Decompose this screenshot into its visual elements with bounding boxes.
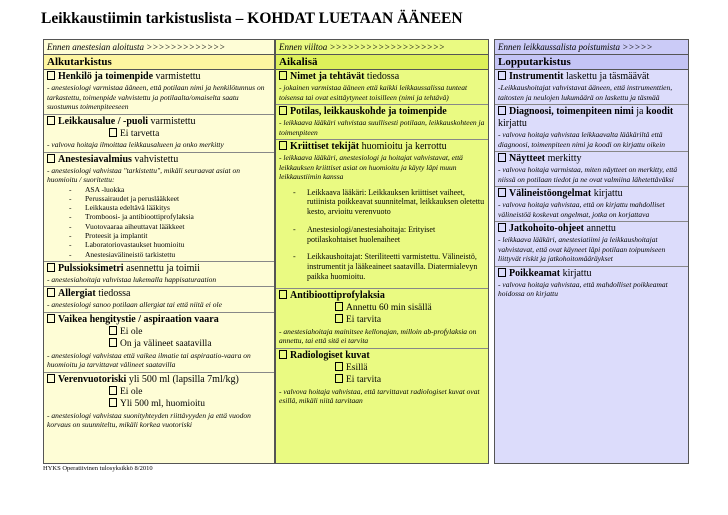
check-label-rest: laskettu ja täsmäävät <box>563 71 650 82</box>
check-label: Vaikea hengitystie / aspiraation vaara <box>58 313 219 325</box>
check-henkilo <box>44 70 274 115</box>
check-note: - anestesiahoitaja mainitsee kellonajan, milloin ab-profylaksia on annettu, tai että sitä ei tarvita <box>279 326 477 346</box>
check-label-bold2: koodit <box>645 106 674 117</box>
check-label: Poikkeamat <box>509 267 561 279</box>
column-title: Alkutarkistus <box>44 55 274 70</box>
check-label: Allergiat <box>58 288 96 300</box>
checkbox-icon[interactable] <box>498 153 506 162</box>
check-antibiootti <box>276 289 488 349</box>
check-label: Diagnoosi, toimenpiteen nimi <box>509 106 634 117</box>
check-label-rest: kirjattu <box>498 118 527 129</box>
check-label-rest: vahvistettu <box>131 153 179 165</box>
check-hengitystie <box>44 313 274 373</box>
check-note: - anestesiologi varmistaa ääneen, että potilaan nimi ja henkilötunnus on tarkastettu, toimenpide vahvistettu ja potilaalta/omaiselta saatu suostumus toimenpiteeseen <box>47 83 265 111</box>
option-label: Ei ole <box>120 386 143 397</box>
checkbox-icon[interactable] <box>47 154 55 163</box>
check-label: Anestesiavalmius <box>58 153 132 165</box>
list-item: - Proteesit ja implantit <box>85 231 271 240</box>
checkbox-icon[interactable] <box>47 374 55 383</box>
page-title: Leikkaustiimin tarkistuslista – KOHDAT LUETAAN ÄÄNEEN <box>41 10 463 27</box>
check-note: - leikkaava lääkäri, anestesiatiimi ja leikkaushoitajat vahvistavat, että ovat käyneet läpi potilaan toipumiseen liittyvät riskit ja jatkohoitomääräykset <box>498 235 666 263</box>
option-label: Ei ole <box>120 326 143 337</box>
check-note: - jokainen varmistaa ääneen että kaikki leikkaussalissa tunteat toisensa tai ovat esittäytyneet toisilleen (nimi ja tehtävä) <box>279 83 468 102</box>
check-note: - valvova hoitaja vahvistaa leikkaavalta lääkäriltä että diagnoosi, toimenpiteen nimi ja koodi on kirjattu oikein <box>498 130 666 149</box>
checkbox-icon[interactable] <box>335 314 343 323</box>
check-label: Potilas, leikkauskohde ja toimenpide <box>290 106 447 117</box>
list-item: - Leikkaushoitajat: Steriliteetti varmistettu. Välineistö, instrumentit ja lääkeaineet saatavilla. Diatermialevyn paikka huomioitu. <box>307 252 485 281</box>
option-label: Ei tarvita <box>346 315 382 326</box>
check-note: - valvova hoitaja vahvistaa, että on kirjattu mahdolliset välineistöä koskevat ongelmat, jotka on korjattava <box>498 200 665 219</box>
checkbox-icon[interactable] <box>47 263 55 272</box>
check-jatkohoito <box>495 222 688 267</box>
check-leikkausalue <box>44 115 274 153</box>
check-note: - anestesiahoitaja vahvistaa lukemalla happisaturaation <box>47 274 217 284</box>
check-note: - leikkaava lääkäri, anestesiologi ja hoitajat vahvistavat, että leikkauksen kriittiset asiat on huomioitu ja käyty läpi muun leikkaustiimin kanssa <box>279 153 463 181</box>
checkbox-icon[interactable] <box>109 338 117 347</box>
checkbox-icon[interactable] <box>109 386 117 395</box>
checkbox-icon[interactable] <box>47 314 55 323</box>
column-header: Ennen anestesian aloitusta >>>>>>>>>>>>> <box>44 40 274 55</box>
checkbox-icon[interactable] <box>335 374 343 383</box>
column-alkutarkistus <box>43 39 275 464</box>
check-label-rest: merkitty <box>545 153 582 164</box>
check-label: Instrumentit <box>509 71 564 82</box>
check-label: Jatkohoito-ohjeet <box>509 223 584 234</box>
checkbox-icon[interactable] <box>109 398 117 407</box>
check-potilas <box>276 105 488 140</box>
check-label-rest: kirjattu <box>560 267 592 279</box>
checkbox-icon[interactable] <box>279 106 287 115</box>
list-item: - Vuotovaaraa aiheuttavat lääkkeet <box>85 222 271 231</box>
check-allergiat <box>44 287 274 313</box>
check-naytteet <box>495 152 688 187</box>
list-item: - Perussairaudet ja peruslääkkeet <box>85 194 271 203</box>
checkbox-icon[interactable] <box>335 302 343 311</box>
check-label: Henkilö ja toimenpide <box>58 71 154 82</box>
check-valineisto <box>495 187 688 222</box>
check-anestesiavalmius <box>44 153 274 262</box>
checkbox-icon[interactable] <box>335 362 343 371</box>
check-pulssioksimetri <box>44 262 274 288</box>
check-note: - anestesiologi sanoo potilaan allergiat tai että niitä ei ole <box>47 300 222 310</box>
check-label-rest: asennettu ja toimii <box>123 262 200 274</box>
check-diagnoosi <box>495 105 688 152</box>
checkbox-icon[interactable] <box>498 106 506 115</box>
check-note: - anestesiologi vahvistaa että vaikea ilmatie tai aspiraatio-vaara on huomioitu ja tarvittavat välineet saatavilla <box>47 350 251 370</box>
list-item: - Leikkaava lääkäri: Leikkauksen kriittiset vaiheet, rutiinista poikkeavat suunnitelmat, leikkauksen oletettu kesto, arvioitu verenvuoto <box>307 188 485 217</box>
list-item: - Anestesiologi/anestesiahoitaja: Erityiset potilaskohtaiset huolenaiheet <box>307 225 485 245</box>
list-item: - ASA -luokka <box>85 185 271 194</box>
check-label: Pulssioksimetri <box>58 262 124 274</box>
check-label: Verenvuotoriski <box>58 373 127 385</box>
checkbox-icon[interactable] <box>279 350 287 359</box>
check-note: - anestesiologi vahvistaa suonityhteyden riittävyyden ja että vuodon korvaus on suunniteltu, mikäli korkea vuotoriski <box>47 410 251 430</box>
checkbox-icon[interactable] <box>279 141 287 150</box>
check-label: Kriittiset tekijät <box>290 141 360 152</box>
check-label-rest: tiedossa <box>364 71 400 82</box>
check-label: Leikkausalue / -puoli <box>58 115 149 127</box>
option-label: Yli 500 ml, huomioitu <box>120 399 205 410</box>
check-nimet <box>276 70 488 105</box>
check-note: - valvova hoitaja varmistaa, miten näytteet on merkitty, että niissä on potilaan tiedot ja ne ovat valmiina lähetettäväksi <box>498 165 678 184</box>
checkbox-icon[interactable] <box>109 326 117 335</box>
check-radiologiset <box>276 349 488 408</box>
option-label: On ja välineet saatavilla <box>120 339 212 350</box>
check-note: - valvova hoitaja vahvistaa, että mahdolliset poikkeamat hoidossa on kirjattu <box>498 279 668 298</box>
option-label: Annettu 60 min sisällä <box>346 302 432 313</box>
anestesia-items <box>47 185 271 259</box>
check-label-rest: huomioitu ja kerrottu <box>359 141 447 152</box>
check-label: Radiologiset kuvat <box>290 349 370 361</box>
checkbox-icon[interactable] <box>279 290 287 299</box>
column-title: Aikalisä <box>276 55 488 70</box>
check-label: Antibioottiprofylaksia <box>290 289 385 301</box>
column-lopputarkistus <box>494 39 689 464</box>
check-label-mid: ja <box>633 106 646 117</box>
list-item: - Tromboosi- ja antibioottiprofylaksia <box>85 212 271 221</box>
checkbox-icon[interactable] <box>498 71 506 80</box>
check-note: - anestesiologi vahvistaa "tarkistettu", mikäli seuraavat asiat on huomioitu / suoritettu: <box>47 165 240 184</box>
footer-text: HYKS Operatiivinen tulosyksikkö 8/2010 <box>43 465 153 472</box>
checkbox-icon[interactable] <box>498 268 506 277</box>
list-item: - Leikkausta edeltävä lääkitys <box>85 203 271 212</box>
checkbox-icon[interactable] <box>47 288 55 297</box>
checkbox-icon[interactable] <box>279 71 287 80</box>
check-kriittiset <box>276 140 488 289</box>
check-note: - valvova hoitaja ilmoittaa leikkausalueen ja onko merkitty <box>47 140 224 149</box>
column-aikalisa <box>275 39 489 464</box>
check-verenvuotoriski <box>44 373 274 432</box>
checkbox-icon[interactable] <box>498 188 506 197</box>
option-label: Esillä <box>346 362 368 373</box>
option-label: Ei tarvita <box>346 375 382 386</box>
check-label: Välineistöongelmat <box>509 188 592 199</box>
kriittiset-items <box>279 188 485 282</box>
check-note: -Leikkaushoitajat vahvistavat ääneen, että instrumenttien, taitosten ja neulojen lukumäärä on laskettu ja täsmää <box>498 83 673 102</box>
checkbox-icon[interactable] <box>47 71 55 80</box>
list-item: - Laboratoriovastaukset huomioitu <box>85 240 271 249</box>
check-label-rest: kirjattu <box>591 188 623 199</box>
check-label-rest: tiedossa <box>95 288 131 300</box>
option-label: Ei tarvetta <box>120 128 160 139</box>
check-label-rest: varmistettu <box>148 115 196 127</box>
column-header: Ennen viiltoa >>>>>>>>>>>>>>>>>>> <box>276 40 488 55</box>
checkbox-icon[interactable] <box>47 116 55 125</box>
check-label-rest: yli 500 ml (lapsilla 7ml/kg) <box>126 373 239 385</box>
check-instrumentit <box>495 70 688 105</box>
check-label: Nimet ja tehtävät <box>290 71 365 82</box>
check-note: - leikkaava lääkäri vahvistaa suullisesti potilaan, leikkauskohteen ja toimenpiteen <box>279 118 485 137</box>
checkbox-icon[interactable] <box>498 223 506 232</box>
column-title: Lopputarkistus <box>495 55 688 70</box>
check-poikkeamat <box>495 267 688 301</box>
list-item: - Anestesiavälineistö tarkistettu <box>85 250 271 259</box>
check-label: Näytteet <box>509 153 546 164</box>
check-note: - valvova hoitaja vahvistaa, että tarvittavat radiologiset kuvat ovat esillä, mikäli niitä tarvitaan <box>279 386 480 406</box>
column-header: Ennen leikkaussalista poistumista >>>>> <box>495 40 688 55</box>
checkbox-icon[interactable] <box>109 128 117 137</box>
check-label-rest: annettu <box>584 223 616 234</box>
check-label-rest: varmistettu <box>153 71 201 82</box>
